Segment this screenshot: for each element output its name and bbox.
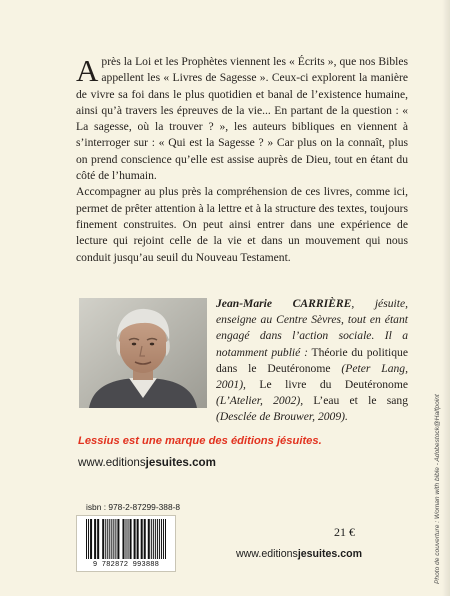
barcode-bar	[163, 519, 164, 559]
blurb-paragraph-1	[76, 54, 408, 184]
barcode-bar	[109, 519, 110, 559]
author-portrait-image	[79, 298, 207, 408]
barcode-bar	[141, 519, 143, 559]
barcode-bar	[130, 519, 132, 559]
barcode-bar	[122, 519, 124, 559]
page-edge-shadow	[442, 0, 450, 596]
work-publisher-1: (Peter Lang, 2001),	[216, 361, 408, 392]
footer-website-mid: editions	[261, 548, 298, 560]
website-mid: editions	[105, 456, 146, 469]
barcode-bar	[115, 519, 116, 559]
barcode-bar	[155, 519, 156, 559]
publisher-tagline: Lessius est une marque des éditions jésuites.	[78, 435, 322, 447]
barcode-digits: 9 782872 993888	[92, 561, 160, 569]
barcode-bar	[105, 519, 106, 559]
author-bio-intro: , jésuite, enseigne au Centre Sèvres, tout en étant engagé dans l’action sociale. Il a notamment publié :	[216, 297, 408, 359]
barcode-bar	[107, 519, 108, 559]
website-prefix: www.	[78, 456, 106, 469]
barcode-bar	[117, 519, 119, 559]
barcode-bar	[86, 519, 87, 559]
author-name: Jean-Marie CARRIÈRE	[216, 297, 352, 310]
work-publisher-2: (L’Atelier, 2002),	[216, 394, 304, 408]
barcode-bar	[153, 519, 154, 559]
barcode-bar	[113, 519, 114, 559]
barcode-bar	[157, 519, 158, 559]
barcode-bar	[148, 519, 150, 559]
barcode-bar	[134, 519, 136, 559]
price-label: 21 €	[334, 525, 355, 539]
work-title-3: L’eau et le sang	[303, 394, 409, 408]
barcode-bar	[102, 519, 104, 559]
work-publisher-3: (Desclée de Brouwer, 2009).	[216, 410, 348, 424]
blurb-paragraph-1-text: près la Loi et les Prophètes viennent les « Écrits », que nos Bibles appellent les « Livres de Sagesse ». Ceux-ci explorent la manière de vivre sa foi dans le plus quotidien et banal de l’existence humaine, ainsi qu’à travers les épreuves de la vie... En partant de la question : « La sagesse, où la trouver ? », les auteurs bibliques en viennent à s’interroger sur : « Qui est la Sagesse ? » Car plus on la connaît, plus on prend conscience qu’elle est assise auprès de Dieu, tout en étant du côté de l’humain.	[76, 55, 408, 183]
barcode-bar	[88, 519, 89, 559]
barcode-bar	[128, 519, 129, 559]
barcode-bar	[137, 519, 139, 559]
barcode	[76, 515, 176, 572]
barcode-bar	[111, 519, 112, 559]
drop-cap: A	[76, 53, 99, 88]
footer-website-prefix: www.	[236, 548, 262, 560]
cover-photo-credit: Photo de couverture : Woman with bible - Adobestock@Halfpoint	[434, 394, 441, 584]
publisher-website	[78, 456, 216, 469]
barcode-bar	[151, 519, 152, 559]
isbn-label: isbn : 978-2-87299-388-8	[86, 502, 181, 512]
publisher-website-footer	[236, 548, 362, 560]
barcode-bar	[125, 519, 126, 559]
barcode-bars	[86, 519, 166, 559]
footer-website-suffix: jesuites.com	[297, 548, 363, 560]
barcode-bar	[159, 519, 160, 559]
author-photo	[79, 298, 207, 408]
barcode-bar	[94, 519, 96, 559]
barcode-bar	[97, 519, 99, 559]
barcode-bar	[90, 519, 92, 559]
website-suffix: jesuites.com	[145, 456, 216, 469]
barcode-bar	[165, 519, 166, 559]
work-title-1: Théorie du politique dans le Deutéronome	[216, 345, 408, 375]
author-bio	[216, 296, 408, 426]
barcode-bar	[161, 519, 162, 559]
work-title-2: Le livre du Deutéronome	[245, 378, 408, 392]
barcode-bar	[144, 519, 146, 559]
blurb	[76, 54, 408, 266]
blurb-paragraph-2: Accompagner au plus près la compréhension de ces livres, comme ici, permet de prêter attention à la lettre et à la structure des textes, toujours finement construites. On peut ainsi entrer dans une expérience de lecture qui rejoint celle de la vie et dans un mouvement qui nous conduit jusqu’au seuil du Nouveau Testament.	[76, 185, 408, 264]
